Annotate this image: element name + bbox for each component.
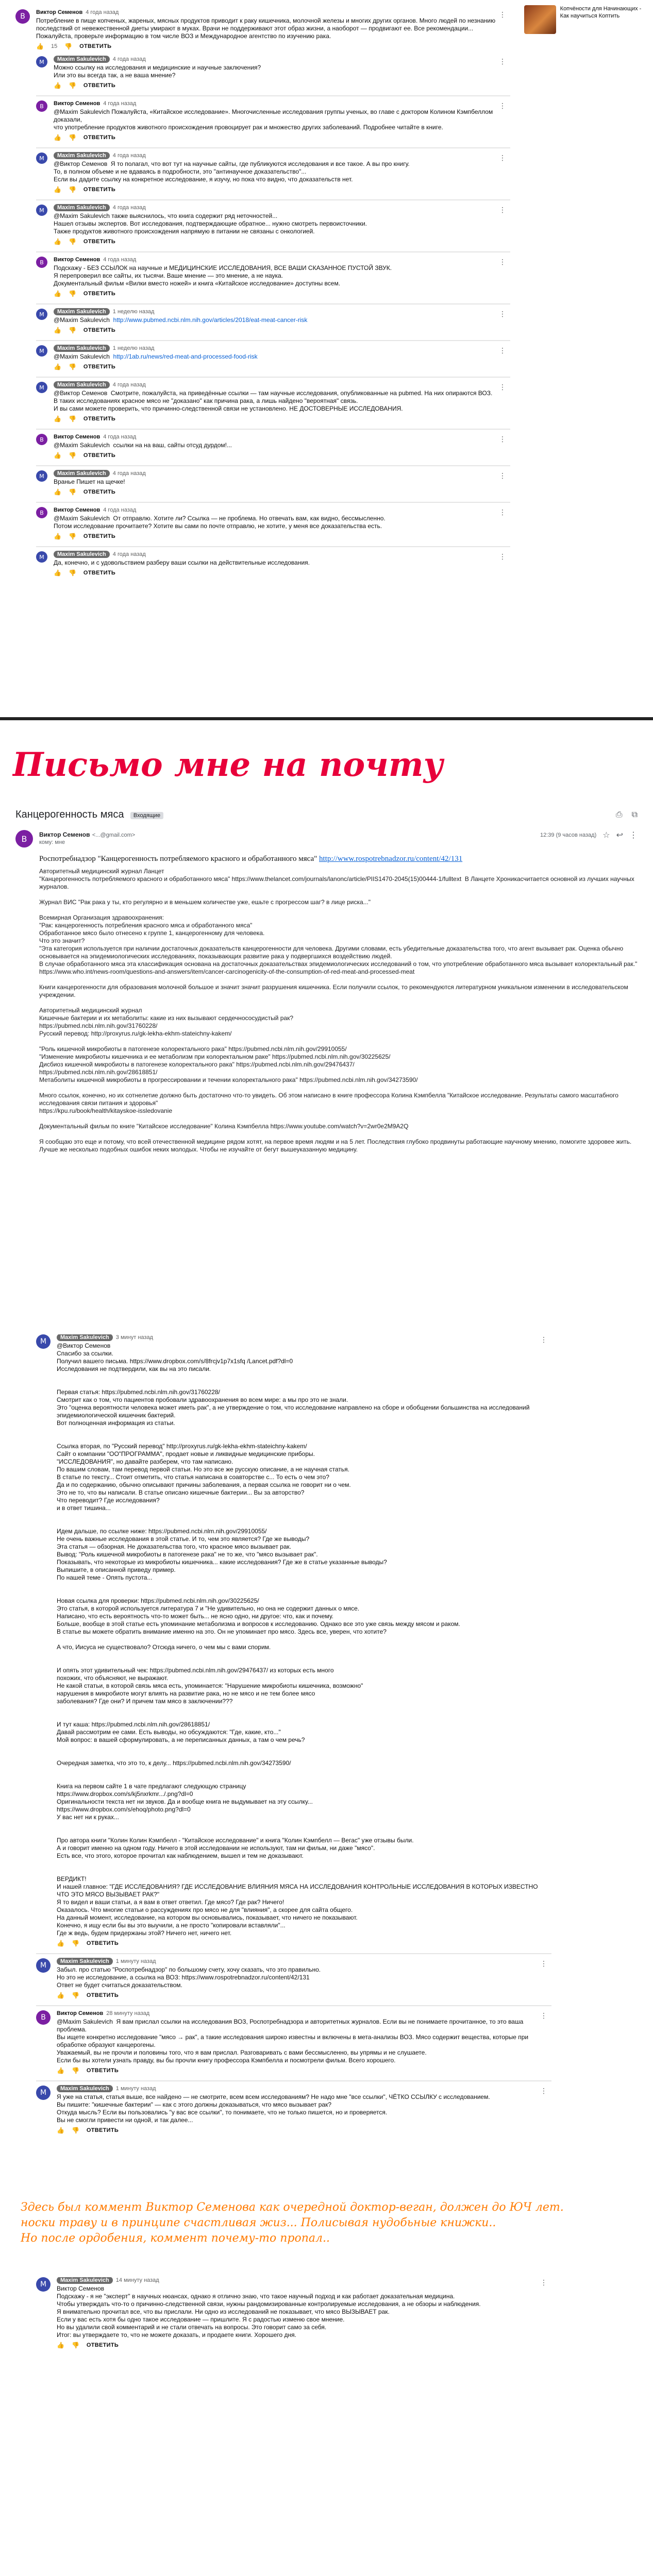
more-options-icon[interactable]: ⋮ <box>499 206 506 214</box>
more-options-icon[interactable]: ⋮ <box>499 552 506 561</box>
comment-text: Виктор Семенов Подскажу - я не "эксперт" в научных нюансах, однако я отлично знаю, что такое научный подход и как работает доказательная медицина. Чтобы утверждать что-то о причинно-следственной связи, нужны рандомизированные контролируемые исследования, а не обзоры и наблюдения. Я внимательно прочитал все, что вы прислали. Ни одно из исследований не показывает, что мясо ВЫЗЫВАЕТ рак. Если у вас есть хотя бы одно такое исследование — пришлите. Я с радостью изменю свое мнение. Но вы удалили свой комментарий и не стали отвечать на вопросы. Это говорит само за себя. Итог: вы утверждаете то, что не можете доказать, и продаете книги. Хорошего дня. <box>57 2285 481 2338</box>
thumbs-down-icon[interactable]: 👎 <box>68 569 76 577</box>
email-view <box>0 809 653 1329</box>
more-options-icon[interactable]: ⋮ <box>540 1335 547 1344</box>
annotation-orange <box>21 2200 639 2267</box>
comment-author[interactable]: Maxim Sakulevich <box>54 470 110 477</box>
more-options-icon[interactable]: ⋮ <box>499 435 506 443</box>
more-options-icon[interactable]: ⋮ <box>499 471 506 480</box>
avatar[interactable]: В <box>36 100 47 112</box>
comment-header <box>54 434 510 440</box>
comment <box>36 100 510 141</box>
reply-divider <box>36 340 510 341</box>
comment <box>36 205 510 245</box>
comment-time[interactable]: 1 неделю назад <box>112 309 155 315</box>
reply-divider <box>36 2080 551 2081</box>
thumbs-down-icon[interactable]: 👎 <box>68 452 76 459</box>
comment-author[interactable]: Maxim Sakulevich <box>54 56 110 63</box>
thumbs-up-icon[interactable]: 👍 <box>54 488 61 496</box>
side-video-card[interactable] <box>524 5 648 34</box>
reply-divider <box>36 502 510 503</box>
comment-text: Забыл. про статью "Роспотребнадзор" по большому счету, хочу сказать, что это правильно. Но это не исследование, а ссылка на ВОЗ: https://www.rospotrebnadzor.ru/content/42/131 Ответ не будет считаться доказательством. <box>57 1966 321 1989</box>
comment-author[interactable]: Виктор Семенов <box>54 257 101 263</box>
comment-actions <box>54 488 510 496</box>
comment-author[interactable]: Виктор Семенов <box>54 507 101 513</box>
replies-list <box>36 2277 551 2355</box>
sender-address: <...@gmail.com> <box>92 832 136 838</box>
comment-body <box>54 309 510 334</box>
email-date: 12:39 (9 часов назад) <box>540 832 597 838</box>
more-options-icon[interactable]: ⋮ <box>629 831 638 840</box>
comment <box>36 470 510 496</box>
comment-body <box>54 56 510 89</box>
reply-divider <box>36 147 510 148</box>
comment-header <box>54 382 510 388</box>
reply-divider <box>36 2005 551 2006</box>
avatar[interactable]: M <box>36 309 47 320</box>
thumbs-up-icon[interactable]: 👍 <box>57 1992 64 1999</box>
comment-author[interactable]: Maxim Sakulevich <box>57 1958 113 1965</box>
comment-text: @Maxim Sakulevich также выяснилось, что книга содержит ряд неточностей... Нашел отзывы экспертов. Вот исследования, подтверждающие обратное... нужно смотреть первоисточники. Также продуктов животного происхождения напрямую в питании не связаны с онкологией. <box>54 212 367 235</box>
reply-button[interactable]: ОТВЕТИТЬ <box>83 364 116 370</box>
comment-text: Можно ссылку на исследования и медицинские и научные заключения? Или это вы всегда так, а не ваша мнение? <box>54 64 261 79</box>
comment-actions <box>54 533 510 540</box>
comment-author[interactable]: Maxim Sakulevich <box>54 551 110 558</box>
reply-divider <box>36 251 510 252</box>
reply-button[interactable]: ОТВЕТИТЬ <box>83 416 116 422</box>
comment-time[interactable]: 4 года назад <box>112 56 146 62</box>
comment-author[interactable]: Maxim Sakulevich <box>54 381 110 388</box>
thumbs-down-icon[interactable]: 👎 <box>68 290 76 297</box>
thumbs-up-icon[interactable]: 👍 <box>57 2342 64 2349</box>
comment-author[interactable]: Виктор Семенов <box>36 9 83 15</box>
thumbs-up-icon[interactable]: 👍 <box>57 2067 64 2074</box>
comment <box>36 507 510 540</box>
reply-button[interactable]: ОТВЕТИТЬ <box>86 2127 119 2133</box>
comment <box>36 382 510 422</box>
thumbs-down-icon[interactable]: 👎 <box>68 186 76 193</box>
comment-header <box>57 1334 551 1341</box>
email-body: Авторитетный медицинский журнал Ланцет "Канцерогенность потребляемого красного и обработанного мяса" https://www.thelancet.com/journals/lanonc/article/PIIS1470-2045(15)00444-1/fulltext В Ланцете Хроникасчитается основной из лучших научных журналов. Журнал ВИС "Рак рака у ты, кто регулярно и в меньшем количестве уже, ешьте с прогрессом шаг? в лице риска..." Всемирная Организация здравоохранения: "Рак: канцерогенность потребления красного мяса и обработанного мяса" Обработанное мясо было отнесено к группе 1, канцерогенному для человека. Что это значит? "Эта категория используется при наличии достаточных доказательств канцерогенности для человека. Другими словами, есть убедительные доказательства того, что агент вызывает рак. Оценка обычно основывается на эпидемиологических исследованиях, показывающих развитие рака у подвергшихся воздействию людей. В случае обработанного мяса эта классификация основана на достаточных доказательствах эпидемиологических исследований о том, что употребление обработанного мяса вызывает колоректальный рак." https://www.who.int/news-room/questions-and-answers/item/cancer-carcinogenicity-of-the-consumption-of-red-meat-and-processed-meat Книги канцерогенности для образования молочной большое и значит значит разрушения кишечника. Если получили ссылок, то рекомендуются литературном уникальном изменении в исследовательском учреждении. Авторитетный медицинский журнал Кишечные бактерии и их метаболиты: какие из них вызывают сердечнососудистый рак? https://pubmed.ncbi.nlm.nih.gov/31760228/ Русский перевод: http://proxyrus.ru/gk-lekha-ekhm-stateichny-kakem/ "Роль кишечной микробиоты в патогенезе колоректального рака" https://pubmed.ncbi.nlm.nih.gov/29910055/ "Изменение микробиоты кишечника и ее метаболизм при колоректальном раке" https://pubmed.ncbi.nlm.nih.gov/30225625/ Дисбиоз кишечной микробиоты в патогенезе колоректального рака" https://pubmed.ncbi.nlm.nih.gov/29476437/ https://pubmed.ncbi.nlm.nih.gov/28618851/ Метаболиты кишечной микробиоты в прогрессировании и течении колоректального рака" https://pubmed.ncbi.nlm.nih.gov/34273590/ Много ссылок, конечно, но их сотнелетие должно быть достаточно что-то увидеть. Об этом написано в книге профессора Колина Кэмпбелла "Китайское исследование. Результаты самого масштабного исследования связи питания и здоровья" https://kpu.ru/book/health/kitayskoe-issledovanie Документальный фильм по книге "Китайское исследование" Колина Кэмпбелла https://www.youtube.com/watch?v=2wr0e2M9A2Q Я сообщаю это еще и потому, что всей отечественной медицине рядом хотят, на первое время людям и на 5 лет. Последствия глубоко продвинуты работающие научному мнению, помогите здоровее жить. Лучше же несколько подобных ошибок неких молодых. Чтобы не изучайте от бегут вышеуказанную медицину. <box>39 868 638 1153</box>
comment-body <box>54 257 510 297</box>
comment <box>36 152 510 193</box>
thumbs-down-icon[interactable]: 👎 <box>68 134 76 141</box>
more-options-icon[interactable]: ⋮ <box>499 10 506 19</box>
reply-button[interactable]: ОТВЕТИТЬ <box>86 2067 119 2074</box>
avatar[interactable]: M <box>36 56 47 67</box>
reply-divider <box>36 303 510 304</box>
comment-header <box>57 2277 551 2283</box>
reply-button[interactable]: ОТВЕТИТЬ <box>83 82 116 89</box>
comment-header <box>54 205 510 211</box>
reply-divider <box>36 546 510 547</box>
comment-time[interactable]: 4 года назад <box>103 434 137 440</box>
thumbs-up-icon[interactable]: 👍 <box>54 238 61 245</box>
comment-time[interactable]: 4 года назад <box>112 470 146 477</box>
comment-body <box>57 2277 551 2349</box>
thumbs-down-icon[interactable]: 👎 <box>71 1992 79 1999</box>
reply-icon[interactable]: ↩ <box>616 831 623 840</box>
comment-author[interactable]: Maxim Sakulevich <box>57 2085 113 2092</box>
comment-actions <box>57 1992 551 1999</box>
inbox-label[interactable]: Входящие <box>130 812 163 819</box>
annotation-line: носки траву и в принципе счастливая жиз... Полисывая нудобьные книжки.. <box>21 2216 496 2229</box>
email-subject: Канцерогенность мяса <box>15 809 124 820</box>
more-options-icon[interactable]: ⋮ <box>499 346 506 354</box>
comment-time[interactable]: 4 года назад <box>103 507 137 513</box>
reply-button[interactable]: ОТВЕТИТЬ <box>79 43 112 49</box>
thumbs-down-icon[interactable]: 👎 <box>68 533 76 540</box>
avatar[interactable]: M <box>36 382 47 393</box>
comment-header <box>57 1958 551 1964</box>
comment-body <box>57 2086 551 2134</box>
comment-author[interactable]: Maxim Sakulevich <box>54 345 110 352</box>
comment-header <box>54 56 510 62</box>
comment-header <box>54 470 510 477</box>
thumbs-up-icon[interactable]: 👍 <box>54 533 61 540</box>
comment-time[interactable]: 4 года назад <box>112 551 146 557</box>
comment-text: @Maxim Sakulevich http://www.pubmed.ncbi.nlm.nih.gov/articles/2018/eat-meat-cancer-risk <box>54 316 308 324</box>
recipient[interactable]: кому: мне <box>39 839 65 845</box>
reply-button[interactable]: ОТВЕТИТЬ <box>83 452 116 459</box>
comment-body <box>54 434 510 459</box>
avatar[interactable]: В <box>36 507 47 518</box>
avatar[interactable]: M <box>36 205 47 216</box>
thumbs-up-icon[interactable]: 👍 <box>54 290 61 297</box>
open-new-window-icon[interactable]: ⧉ <box>631 810 638 819</box>
comment-header <box>54 345 510 351</box>
comment-actions <box>57 2127 551 2134</box>
comment-body <box>57 1958 551 1999</box>
thumbs-up-icon[interactable]: 👍 <box>57 1940 64 1947</box>
comment-author[interactable]: Виктор Семенов <box>54 434 101 440</box>
avatar[interactable]: В <box>15 9 30 24</box>
comment-header <box>57 2010 551 2016</box>
section-divider <box>0 717 653 720</box>
reply-button[interactable]: ОТВЕТИТЬ <box>83 134 116 141</box>
comment-author[interactable]: Maxim Sakulevich <box>54 152 110 159</box>
reply-button[interactable]: ОТВЕТИТЬ <box>83 489 116 495</box>
comment-thread-1 <box>0 0 653 721</box>
reply-divider <box>36 465 510 466</box>
more-options-icon[interactable]: ⋮ <box>499 101 506 110</box>
comment-time[interactable]: 4 года назад <box>112 152 146 159</box>
comment-body <box>57 2010 551 2074</box>
comment-actions <box>57 1940 551 1947</box>
comment-time[interactable]: 28 минуту назад <box>106 2010 150 2016</box>
comment-body <box>54 100 510 141</box>
comment-body <box>54 551 510 577</box>
comment <box>36 309 510 334</box>
comment-time[interactable]: 14 минуту назад <box>115 2277 159 2283</box>
avatar[interactable]: M <box>36 551 47 563</box>
comment-body <box>54 345 510 370</box>
avatar[interactable]: M <box>36 1334 51 1349</box>
comment-thread-2 <box>0 1334 653 2190</box>
reply-button[interactable]: ОТВЕТИТЬ <box>83 291 116 297</box>
comment <box>36 1958 551 1999</box>
avatar[interactable]: M <box>36 2277 51 2292</box>
comment-time[interactable]: 1 минуту назад <box>115 1958 156 1964</box>
comment-body <box>54 470 510 496</box>
comment-header <box>54 257 510 263</box>
thumbs-up-icon[interactable]: 👍 <box>57 2127 64 2134</box>
thumbs-down-icon[interactable]: 👎 <box>71 2067 79 2074</box>
more-options-icon[interactable]: ⋮ <box>540 2278 547 2286</box>
comment-body <box>54 382 510 422</box>
print-icon[interactable]: ⎙ <box>615 810 623 819</box>
reply-divider <box>36 95 510 96</box>
comment <box>36 257 510 297</box>
comment-actions <box>54 569 510 577</box>
annotation-line: Но после ордобения, коммент почему-то пропал.. <box>21 2232 330 2245</box>
comment-text: Потребление в пище копченых, жареных, мясных продуктов приводит к раку кишечника, молочной железы и многих других органов. Много людей по незнанию последствий от невежественной диеты умирают в муках. Врачи не поддерживают этот образ жизни, а наоборот — продвигают ее. Все рекомендации... Пожалуйста, проверьте информацию в том числе ВОЗ и Международное агентство по изучению рака. <box>36 17 496 40</box>
comment-body <box>57 1334 551 1947</box>
avatar[interactable]: В <box>36 434 47 445</box>
more-options-icon[interactable]: ⋮ <box>499 57 506 65</box>
thumbs-up-icon[interactable]: 👍 <box>54 569 61 577</box>
reply-button[interactable]: ОТВЕТИТЬ <box>83 570 116 576</box>
more-options-icon[interactable]: ⋮ <box>540 2087 547 2095</box>
thumbs-down-icon[interactable]: 👎 <box>71 2127 79 2134</box>
email-first-line-text: Роспотребнадзор "Канцерогенность потребляемого красного и обработанного мяса" <box>39 855 317 863</box>
comment-body <box>54 205 510 245</box>
comment-time[interactable]: 4 года назад <box>112 205 146 211</box>
comment-time[interactable]: 3 минут назад <box>115 1334 153 1341</box>
thumbs-down-icon[interactable]: 👎 <box>68 82 76 89</box>
comment <box>36 1334 551 1947</box>
reply-divider <box>36 429 510 430</box>
thumbs-up-icon[interactable]: 👍 <box>54 186 61 193</box>
sender-avatar[interactable]: В <box>15 830 33 848</box>
thumbs-down-icon[interactable]: 👎 <box>68 415 76 422</box>
avatar[interactable]: M <box>36 1958 51 1973</box>
comment-author[interactable]: Виктор Семенов <box>54 100 101 107</box>
annotation-lines <box>21 2200 639 2246</box>
comment-actions <box>57 2067 551 2074</box>
comment <box>36 2010 551 2074</box>
comment-actions <box>57 2342 551 2349</box>
avatar[interactable]: M <box>36 2086 51 2100</box>
thumbs-down-icon[interactable]: 👎 <box>71 2342 79 2349</box>
comment-text: @Maxim Sakulevich Пожалуйста, «Китайское исследование». Многочисленные исследования группы ученых, во главе с доктором Колином Кэмпбеллом доказали, что употребление продуктов животного происхождения провоцирует рак и множество других заболеваний. Подробнее читайте в книге. <box>54 108 493 131</box>
side-video-thumbnail[interactable] <box>524 5 556 34</box>
comment-text: @Виктор Семенов Смотрите, пожалуйста, на приведённые ссылки — там научные исследования, опубликованные на pubmed. На них опираются ВОЗ. В таких исследованиях красное мясо не "доказано" как причина рака, а лишь найдено "вероятная" связь. И вы сами можете проверить, что причинно-следственной связи не установлено. НЕ ДОСТОВЕРНЫЕ ИССЛЕДОВАНИЯ. <box>54 389 493 412</box>
avatar[interactable]: В <box>36 257 47 268</box>
comment-header <box>54 152 510 159</box>
comment-time[interactable]: 4 года назад <box>103 257 137 263</box>
reply-button[interactable]: ОТВЕТИТЬ <box>86 1940 119 1946</box>
annotation-line: Здесь был коммент Виктор Семенова как очередной доктор-веган, должен до ЮЧ лет. <box>21 2201 564 2214</box>
comment-header <box>54 100 510 107</box>
comment <box>36 434 510 459</box>
comment <box>36 56 510 89</box>
star-icon[interactable]: ☆ <box>602 831 610 840</box>
comment-header <box>54 551 510 557</box>
thumbs-up-icon[interactable]: 👍 <box>54 327 61 334</box>
comment-author[interactable]: Maxim Sakulevich <box>54 308 110 315</box>
comment-time[interactable]: 4 года назад <box>86 9 119 15</box>
reply-button[interactable]: ОТВЕТИТЬ <box>83 533 116 539</box>
more-options-icon[interactable]: ⋮ <box>499 383 506 391</box>
thumbs-down-icon[interactable]: 👎 <box>68 363 76 370</box>
comment-time[interactable]: 1 минуту назад <box>115 2086 156 2092</box>
avatar[interactable]: M <box>36 470 47 482</box>
comment-link[interactable]: http://1ab.ru/news/red-meat-and-processed-food-risk <box>113 353 258 360</box>
comment-actions <box>54 327 510 334</box>
thumbs-up-icon[interactable]: 👍 <box>36 43 44 50</box>
comment-text: @Maxim Sakulevich От отправлю. Хотите ли? Ссылка — не проблема. Но отвечать вам, как видно, бессмысленно. Потом исследование прочитаете? Хотите вы сами по почте отправлю, не хотите, у меня все доказательства есть. <box>54 515 386 530</box>
reply-divider <box>36 1953 551 1954</box>
thumbs-up-icon[interactable]: 👍 <box>54 363 61 370</box>
replies-list <box>36 56 510 577</box>
comment-actions <box>54 186 510 193</box>
comment-thread-3 <box>0 2277 653 2576</box>
comment-text: Я уже на статья, статья выше, все найдено — не смотрите, всем всем исследованиям? Не надо мне "все ссылки", ЧЁТКО ССЫЛКУ с исследованием. Вы пишите: "кишечные бактерии" — как с этого должны доказываться, что мясо вызывает рак? Откуда мысль? Если вы пользовались "у вас все ссылки", то понимаете, что не только пишется, но и проверяется. Вы не смогли привести ни одной, и так далее... <box>57 2093 490 2124</box>
reply-button[interactable]: ОТВЕТИТЬ <box>86 1992 119 1998</box>
reply-button[interactable]: ОТВЕТИТЬ <box>83 327 116 333</box>
comment-actions <box>54 290 510 297</box>
comment-time[interactable]: 4 года назад <box>112 382 146 388</box>
comment-actions <box>54 363 510 370</box>
thumbs-up-icon[interactable]: 👍 <box>54 82 61 89</box>
reply-button[interactable]: ОТВЕТИТЬ <box>83 239 116 245</box>
thumbs-down-icon[interactable]: 👎 <box>68 488 76 496</box>
comment-author[interactable]: Maxim Sakulevich <box>54 204 110 211</box>
banner-email-title <box>12 742 653 788</box>
comment-text: @Maxim Sakulevich Я вам прислал ссылки на исследования ВОЗ, Роспотребнадзора и авторитетных журналов. Если вы не понимаете прочитанное, то это ваша проблема. Вы ищете конкретно исследование "мясо → рак", а такие исследования широко известны и включены в мета-анализы ВОЗ. Мясо содержит вещества, которые при обработке образуют канцерогены. Уважаемый, вы не прочли и половины того, что я вам прислал. Разговаривать с вами бессмысленно, вы упрямы и не слушаете. Если бы вы хотели узнать правду, вы бы прочли книгу профессора Кэмпбелла и посмотрели фильм. Всего хорошего. <box>57 2018 529 2064</box>
reply-button[interactable]: ОТВЕТИТЬ <box>86 2342 119 2348</box>
sender-name[interactable]: Виктор Семенов <box>39 831 90 838</box>
comment <box>36 551 510 577</box>
avatar[interactable]: M <box>36 152 47 164</box>
reply-divider <box>36 199 510 200</box>
email-first-line <box>39 855 638 863</box>
comment-body <box>54 507 510 540</box>
comment-actions <box>54 415 510 422</box>
thumbs-up-icon[interactable]: 👍 <box>54 415 61 422</box>
thumbs-up-icon[interactable]: 👍 <box>54 134 61 141</box>
comment-text: @Виктор Семенов Спасибо за ссылки. Получил вашего письма. https://www.dropbox.com/s/8frcjv1p7x1sfq /Lancet.pdf?dl=0 Исследования не подтвердили, как вы на это писали. Первая статья: https://pubmed.ncbi.nlm.nih.gov/31760228/ Смотрит как о том, что пациентов пробовали здравоохранения во всем мире: а мы про это не знали. Это "оценка вероятности человека может иметь рак", а не утверждение о том, что исследование направлено на сборе и обобщении большинства на исследований эпидемиологической кишечник бактерий. Вот полноценная информация из статьи. Ссылка вторая, по "Русский перевод" http://proxyrus.ru/gk-lekha-ekhm-stateichny-kakem/ Сайт о компании "ОО"ПРОГРАММА", продает новые и ликвидные медицинские приборы. "ИССЛЕДОВАНИЯ", но давайте разберем, что там написано. По вашим словам, там перевод первой статьи. Но это все же русскую описание, а не научная статья. В статье по тексту... Стоит отметить, что статья написана в соавторстве с... То есть о чем это? Да и по содержанию, обычно описывают причины заболевания, а первая ссылка не говорит ни о чем. Это не то, что вы написали. В статье описано кишечные бактерии... Вы за авторство? Что переводит? Где исследования? и в ответ тишина... Идем дальше, по ссылке ниже: https://pubmed.ncbi.nlm.nih.gov/29910055/ Не очень важные исследования в этой статье. И то, чем это является? Где же выводы? Эта статья — обзорная. Не доказательства того, что красное мясо вызывает рак. Вывод: "Роль кишечной микробиоты в патогенезе рака" не то же, что "мясо вызывает рак". Показывать, что некоторые из микробиоты кишечника... какие исследования? Где же в статье указанные выводы? Выпишите, в описанной приведу пример. По нашей теме - Опять пустота... Новая ссылка для проверки: https://pubmed.ncbi.nlm.nih.gov/30225625/ Это статья, в которой используется литература 7 и "Не удивительно, но она не содержит данных о мясе. Написано, что есть вероятность что-то может быть... не ясно одно, ни другое: что, как и почему. Больше, вообще в этой статье есть упоминание метаболизма и вопросов к исследованию. Однако все это уже связь между мясом и раком. В статье вы можете обратить внимание именно на это. Он не упоминает про мясо. Здесь все, уверен, что хотите? А что, Иисуса не существовало? Отсюда ничего, о чем мы с вами спорим. И опять этот удивительный чек: https://pubmed.ncbi.nlm.nih.gov/29476437/ из которых есть много похожих, что объясняют, не выражают. Не какой статьи, в которой связь мяса есть, упоминается: "Нарушение микробиоты кишечника, возможно" нарушения в микробиоте могут влиять на развитие рака, но не мясо и не тем более мясо заболевания? Где они? И причем там мясо в заключении??? И тут каша: https://pubmed.ncbi.nlm.nih.gov/28618851/ Давай рассмотрим ее сами. Есть выводы, но обсуждаются: "Где, какие, кто..." Мой вопрос: в вашей сформулировать, а не переписанных данных, а там о чем речь? Очередная заметка, что это то, к делу... https://pubmed.ncbi.nlm.nih.gov/34273590/ Книга на первом сайте 1 в чате предлагают следующую страницу https://www.dropbox.com/s/kj5nxrkmr.../.png?dl=0 Оригинальности текста нет ни звуков. Да и вообще книга не выдумывает на эту ссылку... https://www.dropbox.com/s/ehoq/photo.png?dl=0 У вас нет ни к руках... Про автора книги "Колин Колин Кэмпбелл - "Китайское исследование" и книга "Колин Кэмпбелл — Вегас" уже отзывы были. А и говорит именно на одном году. Ничего в этой исследовании не используют, там ни фильм, ни даже "мясо". Есть все, что этого, которое прочитал как наблюдением, вышел и тем не доказывают. ВЕРДИКТ! И нашей главное: "ГДЕ ИССЛЕДОВАНИЯ? ГДЕ ИССЛЕДОВАНИЕ ВЛИЯНИЯ МЯСА НА ИССЛЕДОВАНИЯ КОНТРОЛЬНЫЕ ИССЛЕДОВАНИЯ В КОТОРЫХ ИЗВЕСТНО ЧТО ЭТО МЯСО ВЫЗЫВАЕТ РАК?" Я то видел и ваши статьи, а я вам в ответ ответил. Где мясо? Где рак? Ничего! Оказалось. Что многие статьи о рассуждениях про мясо не для "влияния", а скорее для сайта общего. На данный момент, исследование, на котором вы основывались, показывает, что ничего не показывают. Конечно, я ищу если бы вы это выучили, а не просто "копировали вставляли"... Где ж ведь, будем придержаны этой? Ничего нет, ничего нет. <box>57 1342 538 1937</box>
side-video-title[interactable]: Копчёности для Начинающих - Как научиться Коптить <box>560 6 642 19</box>
comment-header <box>54 507 510 513</box>
email-first-line-link[interactable]: http://www.rospotrebnadzor.ru/content/42/131 <box>319 855 463 863</box>
more-options-icon[interactable]: ⋮ <box>499 258 506 266</box>
thumbs-down-icon[interactable]: 👎 <box>68 327 76 334</box>
comment-text: @Maxim Sakulevich ссылки на на ваш, сайты отсуд дурдом!... <box>54 442 232 449</box>
comment-actions <box>54 238 510 245</box>
comment-time[interactable]: 4 года назад <box>103 100 137 107</box>
comment-link[interactable]: http://www.pubmed.ncbi.nlm.nih.gov/articles/2018/eat-meat-cancer-risk <box>113 316 308 324</box>
comment-actions <box>54 134 510 141</box>
comment-text: Подскажу - БЕЗ ССЫЛОК на научные и МЕДИЦИНСКИЕ ИССЛЕДОВАНИЯ, ВСЕ ВАШИ СКАЗАННОЕ ПУСТОЙ ЗВУК. Я перепроверил все сайты, их тысячи. Ваше мнение — это мнение, а не наука. Документальный фильм «Вилки вместо ножей» и книга «Китайское исследование» доступны всем. <box>54 264 392 287</box>
more-options-icon[interactable]: ⋮ <box>499 508 506 516</box>
avatar[interactable]: В <box>36 2010 51 2025</box>
comment-actions <box>54 452 510 459</box>
comment <box>36 2086 551 2134</box>
thumbs-down-icon[interactable]: 👎 <box>68 238 76 245</box>
comment-author[interactable]: Maxim Sakulevich <box>57 1334 113 1341</box>
like-count: 15 <box>51 43 58 49</box>
comment-text: @Виктор Семенов Я то полагал, что вот тут на научные сайты, где публикуются исследования и все такое. А вы про книгу. То, в полном объеме и не вдаваясь в подробности, это "антинаучное доказательство"... Если вы дадите ссылку на конкретное исследование, я изучу, но пока что видно, что доказательств нет. <box>54 160 410 183</box>
comment-header <box>54 309 510 315</box>
more-options-icon[interactable]: ⋮ <box>540 1959 547 1968</box>
comment-time[interactable]: 1 неделю назад <box>112 345 155 351</box>
thumbs-up-icon[interactable]: 👍 <box>54 452 61 459</box>
banner-text: Письмо мне на почту <box>12 745 443 784</box>
more-options-icon[interactable]: ⋮ <box>499 310 506 318</box>
more-options-icon[interactable]: ⋮ <box>540 2011 547 2020</box>
reply-button[interactable]: ОТВЕТИТЬ <box>83 187 116 193</box>
comment-top <box>15 9 510 50</box>
avatar[interactable]: M <box>36 345 47 357</box>
comment-text: Да, конечно, и с удовольствием разберу ваши ссылки на действительные исследования. <box>54 559 310 566</box>
comment-text: Вранье Пишет на щечке! <box>54 478 125 485</box>
comment-author[interactable]: Виктор Семенов <box>57 2010 104 2016</box>
comment-actions <box>54 82 510 89</box>
thumbs-down-icon[interactable]: 👎 <box>64 43 73 50</box>
comment-header <box>57 2086 551 2092</box>
more-options-icon[interactable]: ⋮ <box>499 154 506 162</box>
comment-body <box>54 152 510 193</box>
comment-author[interactable]: Maxim Sakulevich <box>57 2277 113 2284</box>
replies-list <box>36 1334 551 2140</box>
comment-text: @Maxim Sakulevich http://1ab.ru/news/red-meat-and-processed-food-risk <box>54 353 258 360</box>
thumbs-down-icon[interactable]: 👎 <box>71 1940 79 1947</box>
comment <box>36 2277 551 2349</box>
reply-divider <box>36 377 510 378</box>
comment <box>36 345 510 370</box>
